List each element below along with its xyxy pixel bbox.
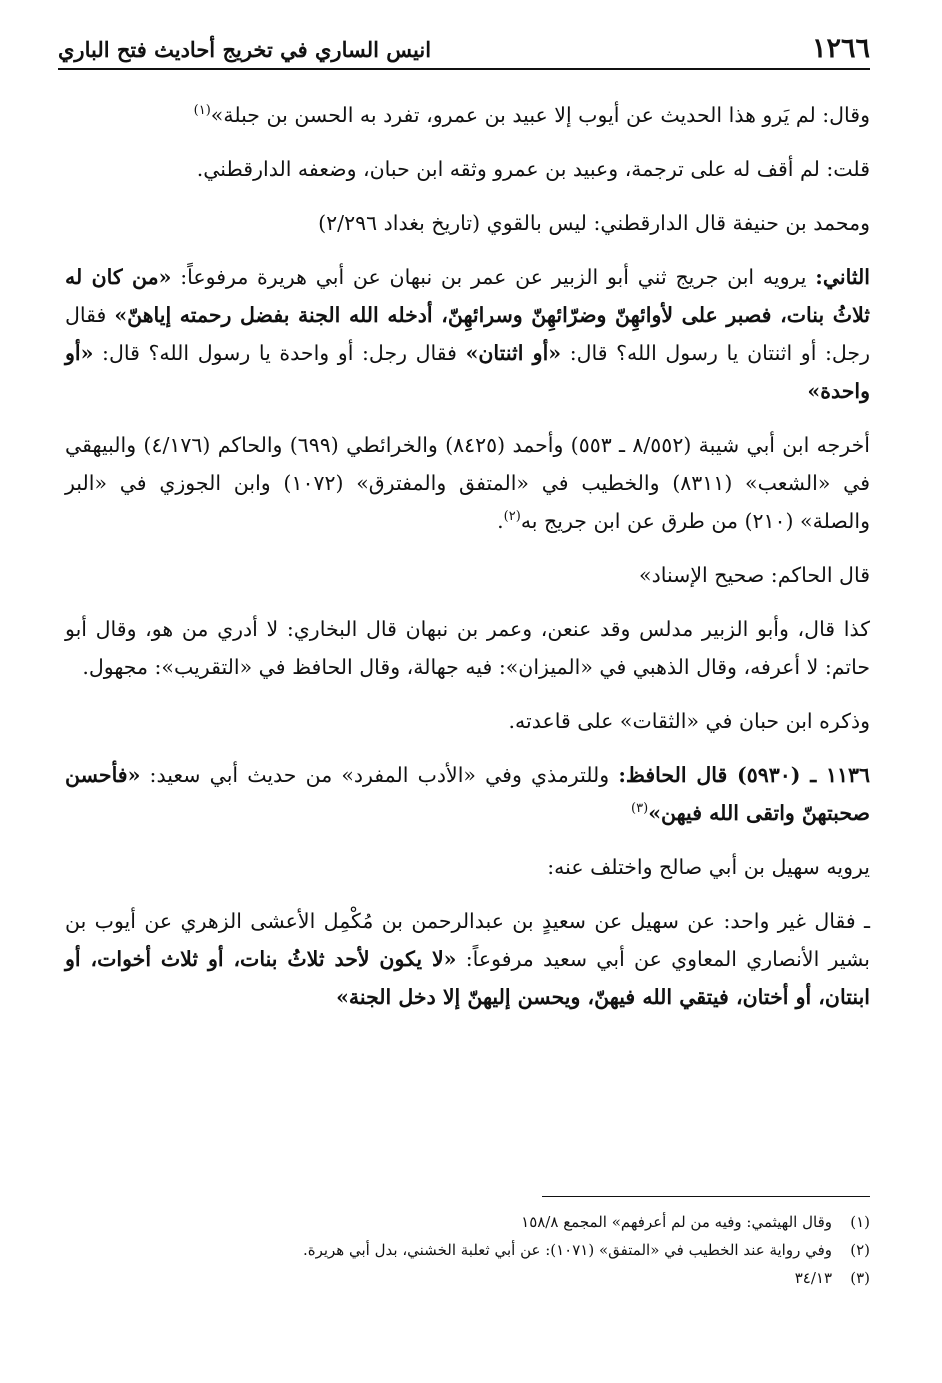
footnote-divider	[542, 1196, 870, 1197]
footnote-text: وقال الهيثمي: وفيه من لم أعرفهم» المجمع ١٥٨/٨	[521, 1213, 832, 1231]
paragraph	[65, 610, 870, 686]
paragraph	[65, 556, 870, 594]
main-text	[65, 96, 870, 1032]
paragraph	[65, 96, 870, 134]
text-run: يرويه سهيل بن أبي صالح واختلف عنه:	[547, 855, 870, 879]
paragraph	[65, 848, 870, 886]
bold-text: الثاني:	[815, 265, 870, 289]
paragraph	[65, 204, 870, 242]
paragraph	[65, 150, 870, 188]
paragraph	[65, 756, 870, 832]
footnote-number: (٣)	[850, 1269, 870, 1287]
footnote-text: ٣٤/١٣	[794, 1269, 832, 1287]
text-run: ـ فقال غير واحد: عن سهيل عن سعيدٍ بن عبدالرحمن بن مُكْمِل الأعشى الزهري عن أيوب بن بشير الأنصاري المعاوي عن أبي سعيد مرفوعاً:	[65, 909, 870, 971]
text-run: أخرجه ابن أبي شيبة (٨/٥٥٢ ـ ٥٥٣) وأحمد (٨٤٢٥) والخرائطي (٦٩٩) والحاكم (٤/١٧٦) والبيهقي في «الشعب» (٨٣١١) والخطيب في «المتفق والمفترق» (١٠٧٢) وابن الجوزي في «البر والصلة» (٢١٠) من طرق عن ابن جريج به	[65, 433, 871, 533]
bold-text: «لا يكون لأحد ثلاثُ بنات، أو ثلاث أخوات، أو ابنتان، أو أختان، فيتقي الله فيهنّ، ويحسن إليهنّ إلا دخل الجنة»	[65, 947, 870, 1009]
bold-text: «فأحسن صحبتهنّ واتقى الله فيهن»	[65, 763, 870, 825]
text-run: قلت: لم أقف له على ترجمة، وعبيد بن عمرو وثقه ابن حبان، وضعفه الدارقطني.	[196, 157, 870, 181]
text-run: كذا قال، وأبو الزبير مدلس وقد عنعن، وعمر بن نبهان قال البخاري: لا أدري من هو، وقال أبو حاتم: لا أعرفه، وقال الذهبي في «الميزان»: فيه جهالة، وقال الحافظ في «التقريب»: مجهول.	[65, 617, 870, 679]
text-run: وقال: لم يَرو هذا الحديث عن أيوب إلا عبيد بن عمرو، تفرد به الحسن بن جبلة»	[210, 103, 870, 127]
text-run: وذكره ابن حبان في «الثقات» على قاعدته.	[508, 709, 870, 733]
bold-text: «أو اثنتان»	[465, 341, 562, 365]
footnote-ref: (٢)	[503, 509, 521, 525]
footnote-text: وفي رواية عند الخطيب في «المتفق» (١٠٧١): عن أبي ثعلبة الخشني، بدل أبي هريرة.	[302, 1241, 832, 1259]
footnote-ref: (٣)	[631, 801, 649, 817]
page-header	[58, 28, 870, 70]
text-run: ومحمد بن حنيفة قال الدارقطني: ليس بالقوي (تاريخ بغداد ٢/٢٩٦)	[318, 211, 870, 235]
text-run: .	[497, 509, 504, 533]
text-run: فقال رجل: أو واحدة يا رسول الله؟ قال:	[93, 341, 466, 365]
footnote-number: (٢)	[850, 1241, 870, 1259]
bold-text: «أو واحدة»	[65, 341, 870, 403]
footnote	[65, 1264, 870, 1292]
footnotes	[65, 1208, 870, 1292]
bold-text: «من كان له ثلاثُ بنات، فصبر على لأوائهِنّ وضرّائهِنّ وسرائهِنّ، أدخله الله الجنة بفضل رحمته إياهنّ»	[65, 265, 871, 327]
text-run: فقال رجل: أو اثنتان يا رسول الله؟ قال:	[65, 303, 870, 365]
text-run: يرويه ابن جريج ثني أبو الزبير عن عمر بن نبهان عن أبي هريرة مرفوعاً:	[171, 265, 816, 289]
paragraph	[65, 258, 870, 410]
paragraph	[65, 426, 870, 540]
footnote-number: (١)	[850, 1213, 870, 1231]
paragraph	[65, 902, 870, 1016]
footnote	[65, 1208, 870, 1236]
running-title: انيس الساري في تخريج أحاديث فتح الباري	[58, 37, 432, 62]
footnote	[65, 1236, 870, 1264]
page-number: ١٢٦٦	[811, 33, 870, 64]
bold-text: ١١٣٦ ـ (٥٩٣٠) قال الحافظ:	[618, 763, 870, 787]
footnote-ref: (١)	[193, 103, 211, 119]
paragraph	[65, 702, 870, 740]
text-run: قال الحاكم: صحيح الإسناد»	[639, 563, 870, 587]
text-run: وللترمذي وفي «الأدب المفرد» من حديث أبي سعيد:	[140, 763, 619, 787]
